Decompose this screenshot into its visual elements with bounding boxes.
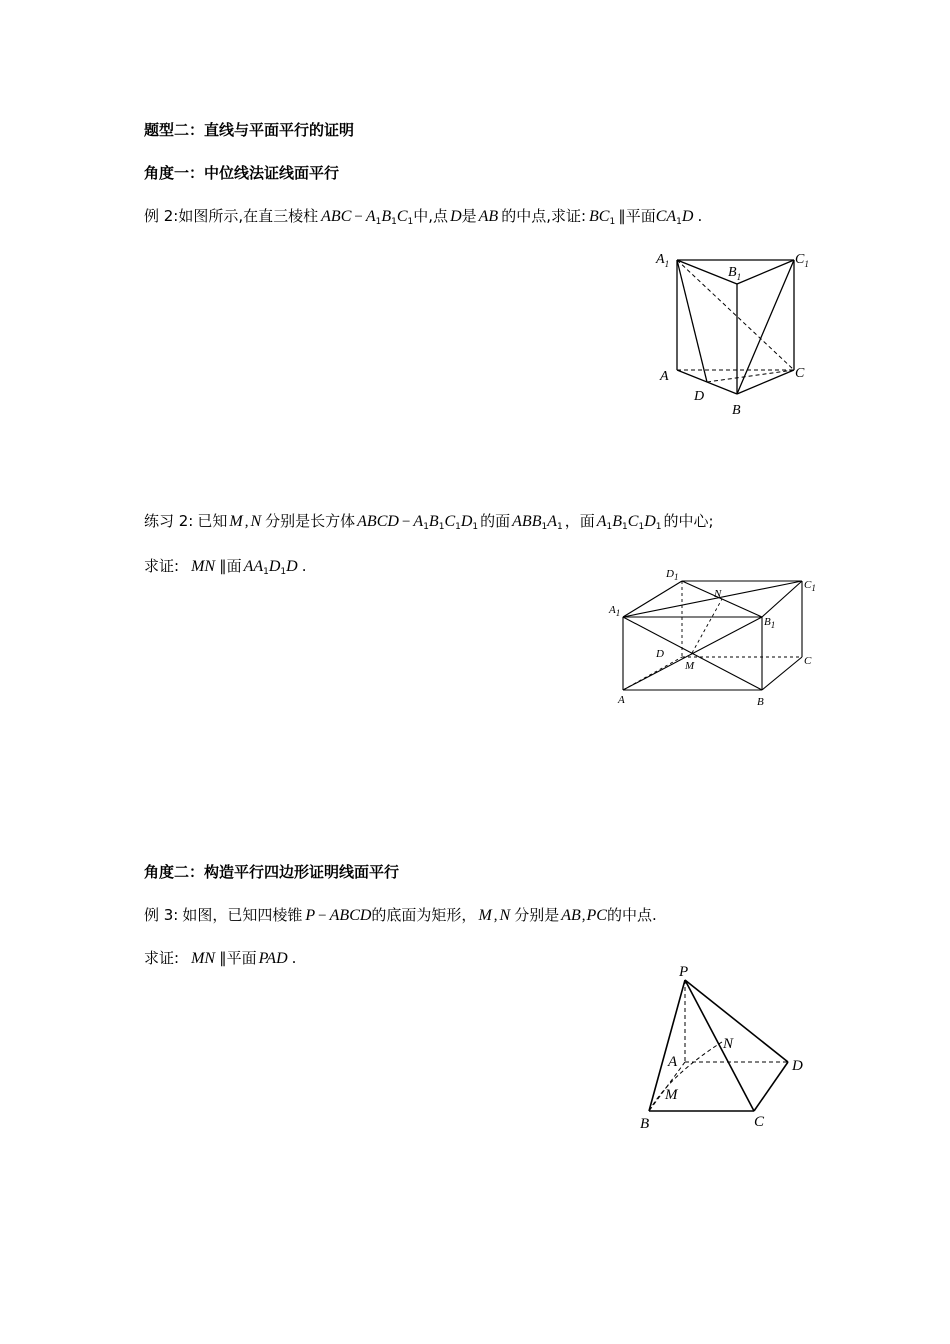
example-2-statement: 例 2:如图所示,在直三棱柱 ABC − $A_1B_1C_1$中,点 D是 AB 的中点,求证: $BC_1$ ∥平面$CA_1D$ . [144, 207, 703, 227]
label-D: D [656, 648, 664, 660]
label-P: P [679, 964, 689, 980]
label-C: C [795, 366, 805, 381]
label-D1: $D_1$ [666, 568, 679, 582]
exercise-2-question: 求证: MN ∥面 $AA_1D_1D$ . [144, 557, 307, 577]
label-D: D [792, 1058, 803, 1074]
label-A: A [660, 369, 669, 384]
exercise-2-statement: 练习 2: 已知 M , N 分别是长方体 ABCD − $A_1B_1C_1D_1$ 的面 $ABB_1A_1$ ，面 $A_1B_1C_1D_1$ 的中心; [144, 512, 714, 532]
label-B: B [640, 1116, 650, 1132]
label-N: N [714, 588, 722, 600]
label-C: C [804, 655, 812, 667]
label-N: N [723, 1036, 734, 1052]
exercise-2-label: 练习 2: [144, 512, 194, 530]
label-B: B [732, 403, 741, 418]
pyramid-figure [630, 960, 820, 1135]
label-M: M [685, 660, 695, 672]
label-D: D [694, 389, 705, 404]
prism-figure [650, 245, 820, 420]
label-A: A [668, 1054, 678, 1070]
angle-one-heading: 角度一：中位线法证线面平行 [144, 164, 340, 182]
label-B1: $B_1$ [764, 616, 776, 630]
label-A1: $A_1$ [656, 252, 670, 269]
label-B1: $B_1$ [728, 265, 742, 282]
example-3-statement: 例 3: 如图，已知四棱锥 P − ABCD的底面为矩形， M , N 分别是 AB,PC的中点. [144, 906, 657, 924]
label-A1: $A_1$ [609, 604, 621, 618]
label-C: C [754, 1114, 765, 1130]
angle-two-heading: 角度二：构造平行四边形证明线面平行 [144, 863, 400, 881]
label-A: A [618, 694, 625, 706]
section-title: 题型二：直线与平面平行的证明 [144, 121, 355, 139]
example-3-label: 例 3: [144, 906, 179, 924]
example-2-label: 例 2: [144, 207, 179, 225]
label-C1: $C_1$ [804, 579, 816, 593]
label-M: M [665, 1087, 678, 1103]
label-C1: $C_1$ [795, 252, 809, 269]
example-3-question: 求证: MN ∥平面 PAD . [144, 949, 297, 967]
cuboid-figure [600, 565, 830, 715]
label-B: B [757, 696, 764, 708]
